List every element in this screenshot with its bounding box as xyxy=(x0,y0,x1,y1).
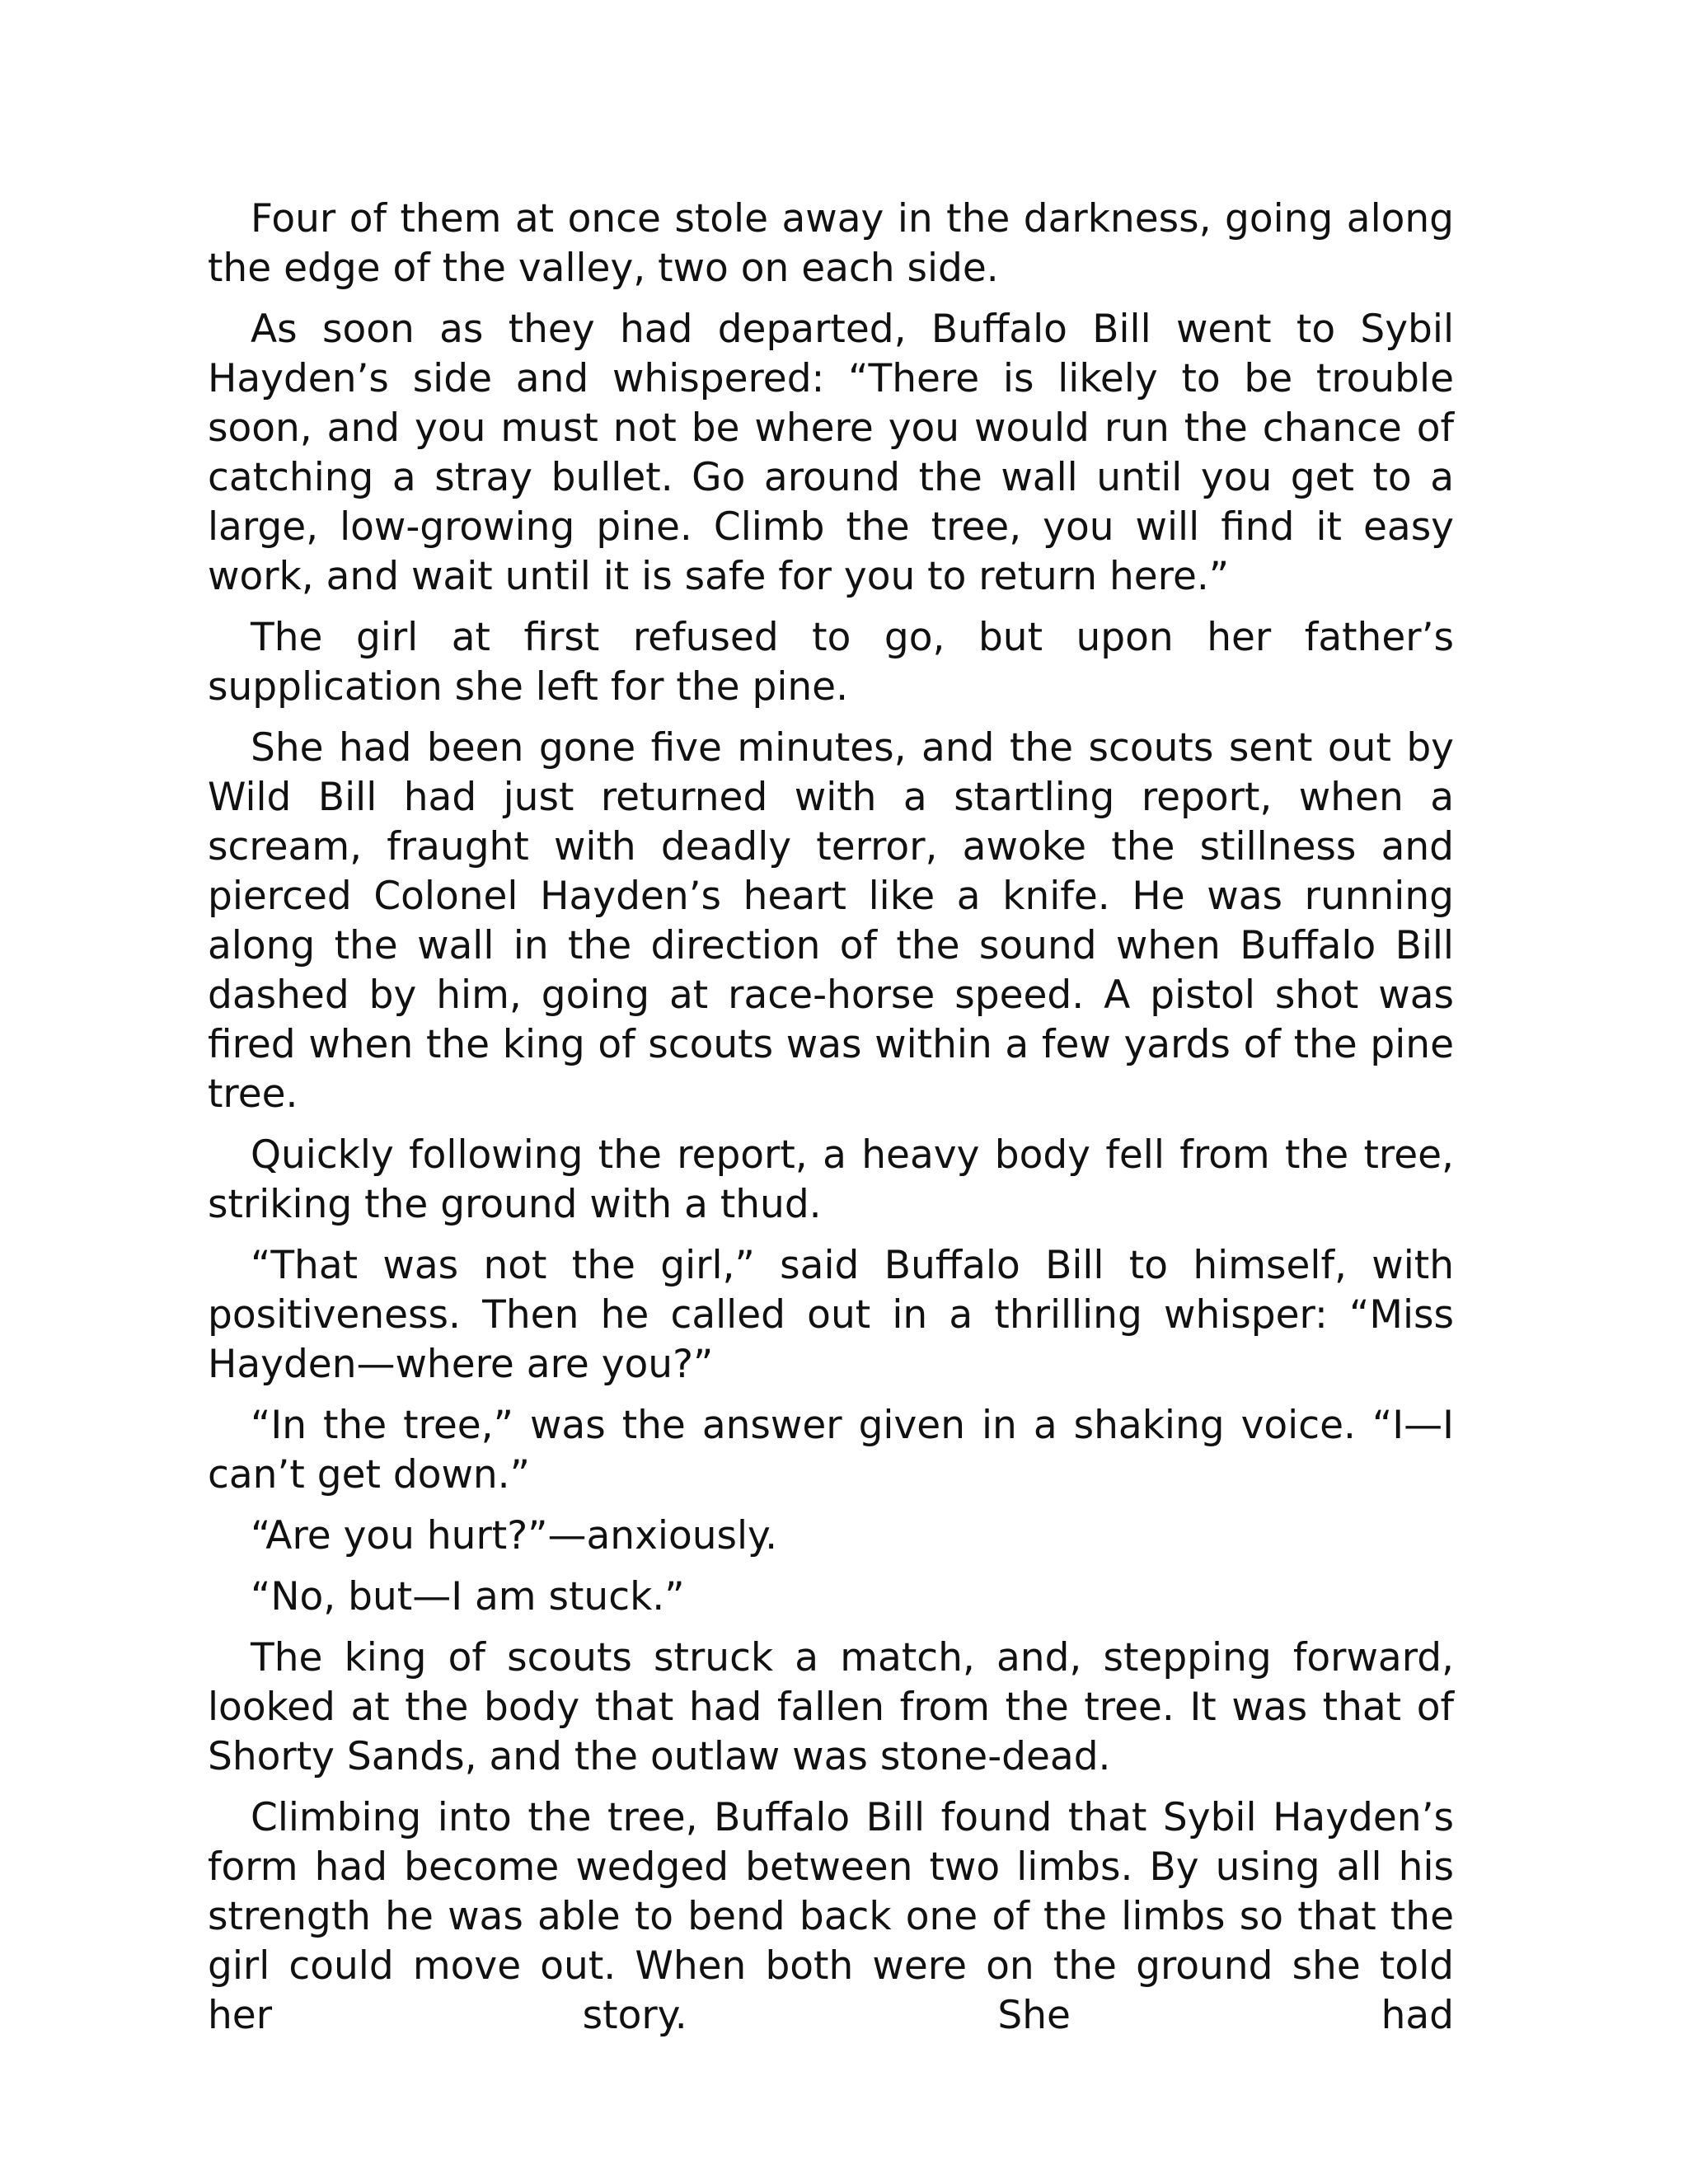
paragraph: “No, but—I am stuck.” xyxy=(251,1574,685,1619)
paragraph: As soon as they had departed, Buffalo Bill went to Sybil Hayden’s side and whispered: “There is likely to be trouble soon, and you must not be where you would run the chance of catching a stray bullet. Go around the wall until you get to a large, low-growing pine. Climb the tree, you will find it easy work, and wait until it is safe for you to return here.” xyxy=(208,307,1454,599)
paragraph: Quickly following the report, a heavy body fell from the tree, striking the ground with a thud. xyxy=(208,1132,1454,1227)
paragraph: “In the tree,” was the answer given in a shaking voice. “I—I can’t get down.” xyxy=(208,1403,1454,1497)
paragraph: “That was not the girl,” said Buffalo Bill to himself, with positiveness. Then he called out in a thrilling whisper: “Miss Hayden—where are you?” xyxy=(208,1243,1454,1387)
paragraph: She had been gone five minutes, and the scouts sent out by Wild Bill had just returned with a startling report, when a scream, fraught with deadly terror, awoke the stillness and pierced Colonel Hayden’s heart like a knife. He was running along the wall in the direction of the sound when Buffalo Bill dashed by him, going at race-horse speed. A pistol shot was fired when the king of scouts was within a few yards of the pine tree. xyxy=(208,725,1454,1117)
paragraph: The king of scouts struck a match, and, stepping forward, looked at the body that had fallen from the tree. It was that of Shorty Sands, and the outlaw was stone-dead. xyxy=(208,1635,1454,1779)
paragraph: The girl at first refused to go, but upon her father’s supplication she left for the pine. xyxy=(208,615,1454,710)
paragraph: Four of them at once stole away in the darkness, going along the edge of the valley, two on each side. xyxy=(208,196,1454,291)
page-body xyxy=(208,194,1454,2052)
paragraph: Climbing into the tree, Buffalo Bill found that Sybil Hayden’s form had become wedged between two limbs. By using all his strength he was able to bend back one of the limbs so that the girl could move out. When both were on the ground she told her story. She had xyxy=(208,1795,1454,2038)
paragraph: “Are you hurt?”—anxiously. xyxy=(251,1513,778,1558)
